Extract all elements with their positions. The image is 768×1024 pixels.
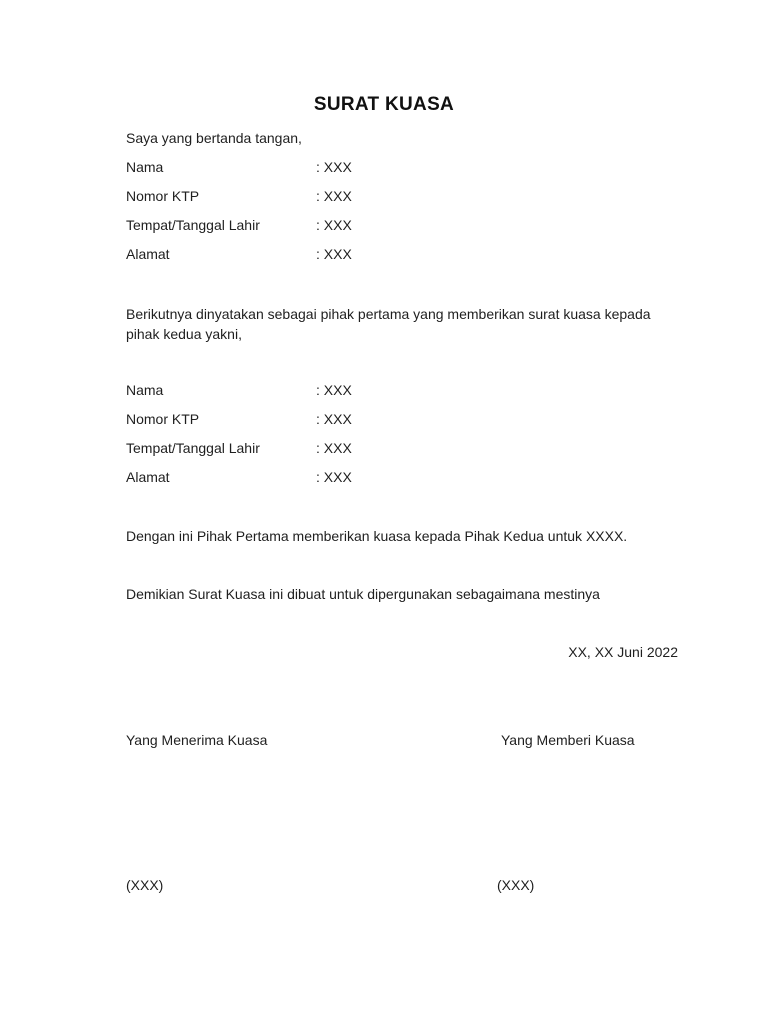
- second-party-name-value: : XXX: [316, 382, 352, 398]
- second-party-address-label: Alamat: [126, 469, 170, 485]
- giver-label: Yang Memberi Kuasa: [501, 732, 635, 748]
- first-party-name-value: : XXX: [316, 159, 352, 175]
- second-party-ktp-label: Nomor KTP: [126, 411, 200, 427]
- second-party-ktp-value: : XXX: [316, 411, 352, 427]
- closing-text: Demikian Surat Kuasa ini dibuat untuk dipergunakan sebagaimana mestinya: [126, 586, 600, 602]
- second-party-address-value: : XXX: [316, 469, 352, 485]
- first-party-birth-label: Tempat/Tanggal Lahir: [126, 217, 260, 233]
- second-party-name-label: Nama: [126, 382, 164, 398]
- second-party-birth-value: : XXX: [316, 440, 352, 456]
- first-party-name-label: Nama: [126, 159, 164, 175]
- first-party-ktp-label: Nomor KTP: [126, 188, 200, 204]
- document-date: XX, XX Juni 2022: [568, 644, 678, 660]
- giver-name: (XXX): [497, 877, 535, 893]
- first-party-ktp-value: : XXX: [316, 188, 352, 204]
- intro-text: Saya yang bertanda tangan,: [126, 130, 302, 146]
- mandate-text: Dengan ini Pihak Pertama memberikan kuasa kepada Pihak Kedua untuk XXXX.: [126, 528, 628, 544]
- first-party-address-label: Alamat: [126, 246, 170, 262]
- receiver-name: (XXX): [126, 877, 164, 893]
- statement-paragraph: Berikutnya dinyatakan sebagai pihak pertama yang memberikan surat kuasa kepada pihak kedua yakni,: [126, 306, 651, 342]
- document-title: SURAT KUASA: [313, 94, 455, 115]
- second-party-birth-label: Tempat/Tanggal Lahir: [126, 440, 260, 456]
- receiver-label: Yang Menerima Kuasa: [126, 732, 268, 748]
- first-party-address-value: : XXX: [316, 246, 352, 262]
- first-party-birth-value: : XXX: [316, 217, 352, 233]
